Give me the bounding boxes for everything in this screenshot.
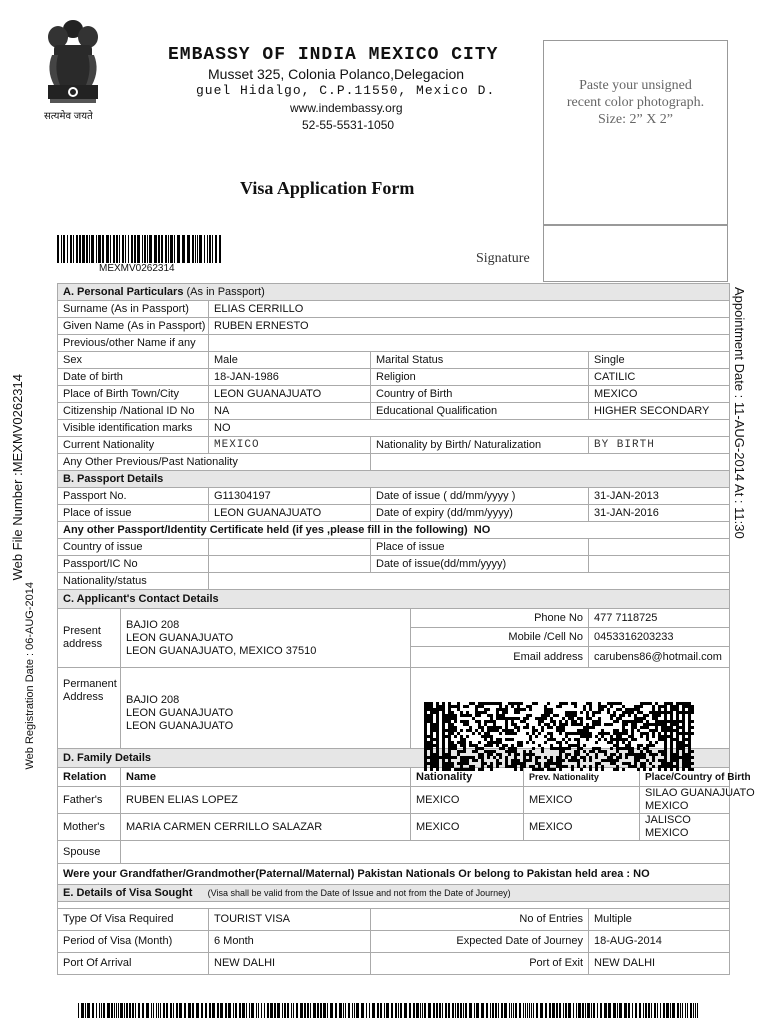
place-issue-value: LEON GUANAJUATO [209,505,371,522]
embassy-title: EMBASSY OF INDIA MEXICO CITY [168,45,499,65]
pob-label: Place of Birth Town/City [58,386,209,403]
education-label: Educational Qualification [371,403,589,420]
embassy-address-line2: guel Hidalgo, C.P.11550, Mexico D. [196,83,496,98]
mobile-label: Mobile /Cell No [411,628,589,647]
date-issue2-label: Date of issue(dd/mm/yyyy) [371,556,589,573]
photo-instructions [543,77,728,128]
entries-value: Multiple [589,909,730,931]
section-c-header: C. Applicant's Contact Details [58,590,730,609]
father-nationality: MEXICO [411,787,524,814]
visa-type-value: TOURIST VISA [209,909,371,931]
email-value: carubens86@hotmail.com [589,647,730,668]
section-e-subtitle: (Visa shall be valid from the Date of Issue and not from the Date of Journey) [207,887,511,898]
religion-label: Religion [371,369,589,386]
section-e-title: E. Details of Visa Sought [63,886,193,899]
web-registration-date: Web Registration Date : 06-AUG-2014 [24,582,36,770]
present-address-label: Present address [58,609,121,668]
marital-label: Marital Status [371,352,589,369]
dob-value: 18-JAN-1986 [209,369,371,386]
mother-nationality: MEXICO [411,814,524,841]
barcode-number: MEXMV0262314 [99,263,175,274]
table-row [58,841,730,864]
marks-value: NO [209,420,730,437]
issue-date-label: Date of issue ( dd/mm/yyyy ) [371,488,589,505]
col-name: Name [121,768,411,787]
embassy-address-line1: Musset 325, Colonia Polanco,Delegacion [208,66,465,82]
expiry-value: 31-JAN-2016 [589,505,730,522]
pob-value: LEON GUANAJUATO [209,386,371,403]
given-name-value: RUBEN ERNESTO [209,318,730,335]
passport-ic-label: Passport/IC No [58,556,209,573]
visa-type-label: Type Of Visa Required [58,909,209,931]
mother-place: JALISCO MEXICO [640,814,730,841]
signature-label: Signature [476,251,530,266]
mother-relation: Mother's [58,814,121,841]
spouse-relation: Spouse [58,841,121,864]
expiry-label: Date of expiry (dd/mm/yyyy) [371,505,589,522]
phone-value: 477 7118725 [589,609,730,628]
photo-line3: Size: 2” X 2” [597,112,674,127]
education-value: HIGHER SECONDARY [589,403,730,420]
mobile-value: 0453316203233 [589,628,730,647]
given-name-label: Given Name (As in Passport) [58,318,209,335]
issue-date-value: 31-JAN-2013 [589,488,730,505]
period-label: Period of Visa (Month) [58,931,209,953]
other-passport-answer: NO [473,523,491,536]
sex-label: Sex [58,352,209,369]
embassy-phone: 52-55-5531-1050 [302,118,395,132]
father-name: RUBEN ELIAS LOPEZ [121,787,411,814]
country-issue-value [209,539,371,556]
passport-no-value: G11304197 [209,488,371,505]
section-a-subtitle: (As in Passport) [186,285,265,298]
dob-label: Date of birth [58,369,209,386]
appointment-info: Appointment Date : 11-AUG-2014 At : 11:30 [732,287,747,539]
nat-by-value: BY BIRTH [589,437,730,454]
present-address-value: BAJIO 208 LEON GUANAJUATO LEON GUANAJUATO, MEXICO 37510 [121,609,411,668]
marital-value: Single [589,352,730,369]
journey-value: 18-AUG-2014 [589,931,730,953]
barcode-top [57,235,222,263]
col-relation: Relation [58,768,121,787]
pakistan-question: Were your Grandfather/Grandmother(Paternal/Maternal) Pakistan Nationals Or belong to Pakistan held area : NO [58,864,730,885]
prev-name-label: Previous/other Name if any [58,335,209,352]
permanent-address-label: Permanent Address [58,668,121,749]
nat-status-label: Nationality/status [58,573,209,590]
prev-nationality-label: Any Other Previous/Past Nationality [58,454,371,471]
photo-box [543,40,728,225]
signature-box [543,225,728,282]
religion-value: CATILIC [589,369,730,386]
embassy-website: www.indembassy.org [290,101,403,115]
place-issue2-value [589,539,730,556]
sex-value: Male [209,352,371,369]
email-label: Email address [411,647,589,668]
arrival-value: NEW DALHI [209,953,371,975]
passport-ic-value [209,556,371,573]
ashoka-emblem-icon [40,15,106,120]
citizenship-value: NA [209,403,371,420]
place-issue-label: Place of issue [58,505,209,522]
emblem-motto: सत्यमेव जयते [44,111,93,122]
place-issue2-label: Place of issue [371,539,589,556]
father-place: SILAO GUANAJUATO MEXICO [640,787,730,814]
col-nationality: Nationality [411,768,524,787]
nat-by-label: Nationality by Birth/ Naturalization [371,437,589,454]
marks-label: Visible identification marks [58,420,209,437]
nationality-label: Current Nationality [58,437,209,454]
mother-prev-nationality: MEXICO [524,814,640,841]
father-relation: Father's [58,787,121,814]
web-file-number: Web File Number :MEXMV0262314 [10,374,25,581]
exit-value: NEW DALHI [589,953,730,975]
date-issue2-value [589,556,730,573]
period-value: 6 Month [209,931,371,953]
nationality-value: MEXICO [209,437,371,454]
photo-line1: Paste your unsigned [579,78,692,93]
section-a-header [58,284,730,301]
phone-label: Phone No [411,609,589,628]
pakistan-answer: NO [633,867,650,880]
section-e-header [58,885,730,902]
barcode-bottom [78,1003,700,1018]
form-title: Visa Application Form [240,178,415,198]
col-prev-nationality: Prev. Nationality [524,768,640,787]
entries-label: No of Entries [371,909,589,931]
surname-label: Surname (As in Passport) [58,301,209,318]
prev-name-value [209,335,730,352]
table-row [58,787,730,814]
citizenship-label: Citizenship /National ID No [58,403,209,420]
surname-value: ELIAS CERRILLO [209,301,730,318]
father-prev-nationality: MEXICO [524,787,640,814]
cob-value: MEXICO [589,386,730,403]
exit-label: Port of Exit [371,953,589,975]
section-a-title: A. Personal Particulars [63,285,184,298]
other-passport-question: Any other Passport/Identity Certificate held (if yes ,please fill in the following) NO [58,522,730,539]
col-place-birth: Place/Country of Birth [640,768,730,787]
cob-label: Country of Birth [371,386,589,403]
section-b-header: B. Passport Details [58,471,730,488]
nat-status-value [209,573,730,590]
prev-nationality-value [371,454,730,471]
arrival-label: Port Of Arrival [58,953,209,975]
mother-name: MARIA CARMEN CERRILLO SALAZAR [121,814,411,841]
photo-line2: recent color photograph. [566,95,705,110]
table-row [58,814,730,841]
journey-label: Expected Date of Journey [371,931,589,953]
spouse-name [121,841,730,864]
section-d-header: D. Family Details [58,749,730,768]
passport-no-label: Passport No. [58,488,209,505]
permanent-address-value: BAJIO 208 LEON GUANAJUATO LEON GUANAJUATO [121,668,411,749]
country-issue-label: Country of issue [58,539,209,556]
2d-barcode [424,702,692,770]
